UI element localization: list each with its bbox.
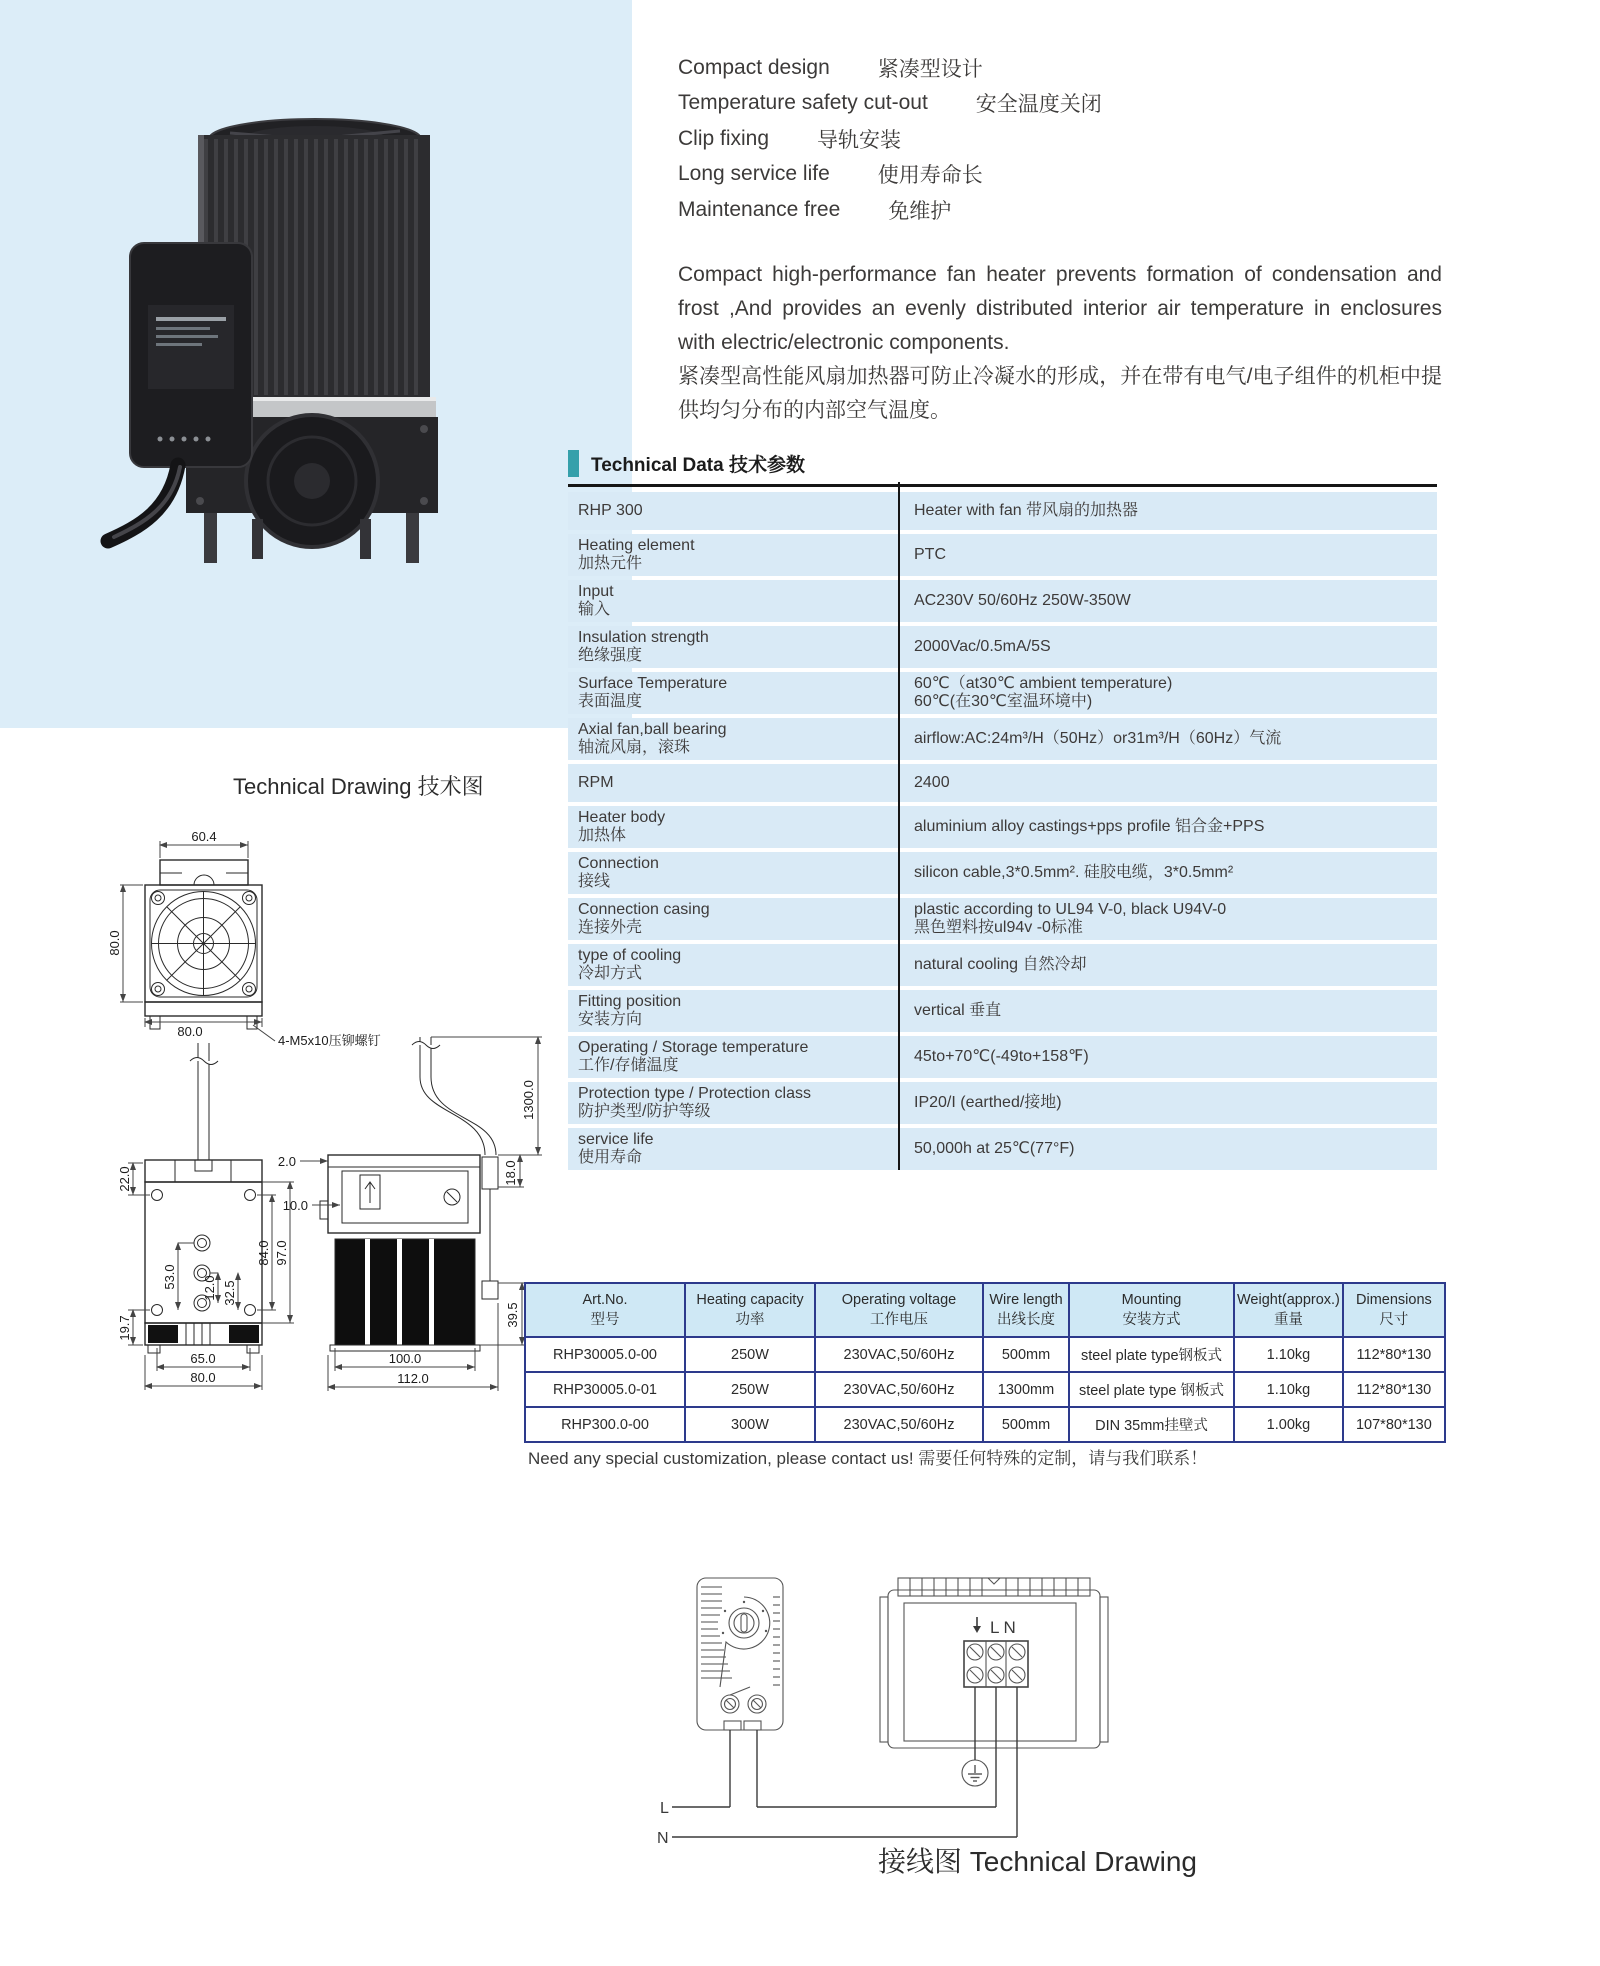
drawing-section-title: Technical Drawing 技术图: [233, 774, 484, 799]
tech-label-zh: 加热体: [578, 827, 627, 844]
tech-label-zh: 加热元件: [578, 555, 643, 572]
technical-drawings: [90, 815, 570, 1475]
feature-en: Long service life: [678, 162, 830, 186]
tech-label-zh: 输入: [578, 601, 611, 618]
dimension-label: 18.0: [503, 1160, 518, 1186]
line-n-label: N: [657, 1830, 669, 1847]
table-cell: DIN 35mm挂壁式: [1069, 1407, 1234, 1442]
tech-label-en: type of cooling: [578, 947, 682, 964]
table-cell: 500mm: [983, 1337, 1069, 1372]
table-cell: 112*80*130: [1343, 1337, 1445, 1372]
dimension-label: 100.0: [388, 1351, 422, 1366]
table-header-row: [525, 1283, 1445, 1337]
column-header: Heating capacity 功率: [685, 1283, 815, 1337]
technical-data-table: [568, 492, 1437, 1170]
table-cell: 250W: [685, 1337, 815, 1372]
column-header: Weight(approx.) 重量: [1234, 1283, 1343, 1337]
dimension-label: 1300.0: [521, 1080, 536, 1120]
feature-item: [678, 86, 1102, 122]
tech-data-title: Technical Data 技术参数: [591, 455, 805, 476]
table-row: [568, 718, 1437, 760]
description-en: Compact high-performance fan heater prevents formation of condensation and frost ,And provides an evenly distributed interior air temperature in enclosures with electric/electronic components.: [678, 263, 1442, 354]
tech-value: 50,000h at 25℃(77°F): [914, 1140, 1075, 1157]
table-cell: 112*80*130: [1343, 1372, 1445, 1407]
table-cell: 500mm: [983, 1407, 1069, 1442]
tech-value: silicon cable,3*0.5mm². 硅胶电缆，3*0.5mm²: [914, 864, 1234, 881]
dimension-label: 80.0: [107, 930, 122, 956]
product-photo-panel: [0, 0, 632, 728]
tech-value: AC230V 50/60Hz 250W-350W: [914, 592, 1131, 609]
front-view-drawing: [107, 829, 381, 1048]
feature-item: [678, 121, 1102, 157]
table-column-divider: [898, 482, 900, 1170]
table-row: [568, 1082, 1437, 1124]
dimension-label: 32.5: [222, 1280, 237, 1306]
tech-label-en: Heater body: [578, 809, 666, 826]
dimension-label: 80.0: [190, 1370, 216, 1385]
dimension-label: 97.0: [274, 1240, 289, 1266]
table-cell: 1300mm: [983, 1372, 1069, 1407]
cable-drawing: [190, 1043, 218, 1160]
tech-label-en: Operating / Storage temperature: [578, 1039, 809, 1056]
wiring-caption: 接线图 Technical Drawing: [878, 1846, 1197, 1877]
dimension-label: 4-M5x10压铆螺钉: [278, 1033, 381, 1048]
table-row: [568, 852, 1437, 894]
feature-zh: 免维护: [888, 199, 952, 223]
table-row: [568, 806, 1437, 848]
tech-label-zh: 连接外壳: [578, 919, 643, 936]
table-cell: 1.10kg: [1234, 1372, 1343, 1407]
dimension-label: 60.4: [191, 829, 217, 844]
table-cell: 1.00kg: [1234, 1407, 1343, 1442]
feature-en: Clip fixing: [678, 126, 770, 150]
column-header: Art.No. 型号: [525, 1283, 685, 1337]
feature-item: [678, 157, 1102, 193]
tech-label-en: Connection casing: [578, 901, 710, 918]
column-header: Wire length 出线长度: [983, 1283, 1069, 1337]
table-cell: 1.10kg: [1234, 1337, 1343, 1372]
terminal-label: L N: [990, 1618, 1016, 1637]
dimension-label: 80.0: [177, 1024, 203, 1039]
feature-item: [678, 192, 1102, 228]
tech-label-en: Protection type / Protection class: [578, 1085, 811, 1102]
tech-label-en: Input: [578, 583, 614, 600]
back-view-drawing: [117, 1160, 294, 1390]
tech-value: 60℃（at30℃ ambient temperature): [914, 675, 1173, 692]
table-row: [568, 990, 1437, 1032]
tech-label-zh: 安装方向: [578, 1011, 643, 1028]
table-row: [568, 764, 1437, 802]
feature-en: Maintenance free: [678, 197, 841, 221]
feature-zh: 使用寿命长: [877, 164, 983, 188]
tech-value: Heater with fan 带风扇的加热器: [914, 502, 1139, 519]
feature-zh: 安全温度关闭: [975, 93, 1102, 117]
tech-label-en: Axial fan,ball bearing: [578, 721, 727, 738]
tech-label-zh: 表面温度: [578, 693, 643, 710]
column-header: Operating voltage 工作电压: [815, 1283, 983, 1337]
tech-value: PTC: [914, 546, 946, 563]
column-header: Dimensions 尺寸: [1343, 1283, 1445, 1337]
feature-zh: 紧凑型设计: [877, 57, 983, 81]
table-cell: 230VAC,50/60Hz: [815, 1407, 983, 1442]
table-cell: RHP30005.0-00: [525, 1337, 685, 1372]
table-row: [525, 1337, 1445, 1372]
table-row: [525, 1372, 1445, 1407]
dimension-label: 53.0: [162, 1264, 177, 1290]
tech-label-en: Surface Temperature: [578, 675, 728, 692]
tech-value: 45to+70℃(-49to+158℉): [914, 1048, 1089, 1065]
table-cell: 250W: [685, 1372, 815, 1407]
dimension-label: 22.0: [117, 1166, 132, 1192]
tech-label-en: RPM: [578, 774, 614, 791]
tech-value: aluminium alloy castings+pps profile 铝合金+PPS: [914, 818, 1265, 835]
feature-zh: 导轨安装: [817, 128, 902, 152]
table-cell: 107*80*130: [1343, 1407, 1445, 1442]
tech-label-en: service life: [578, 1131, 654, 1148]
column-header: Mounting 安装方式: [1069, 1283, 1234, 1337]
earth-icon: [973, 1617, 981, 1633]
dimension-label: 112.0: [397, 1371, 429, 1386]
dimension-label: 19.7: [117, 1315, 132, 1341]
table-row: [568, 1036, 1437, 1078]
tech-value: airflow:AC:24m³/H（50Hz）or31m³/H（60Hz）气流: [914, 730, 1282, 747]
table-cell: 230VAC,50/60Hz: [815, 1337, 983, 1372]
table-row: [568, 492, 1437, 530]
feature-en: Compact design: [678, 55, 830, 79]
customization-note: Need any special customization, please contact us! 需要任何特殊的定制，请与我们联系！: [528, 1449, 1208, 1468]
tech-value: vertical 垂直: [914, 1002, 1002, 1019]
tech-label-zh: 防护类型/防护等级: [578, 1103, 711, 1120]
table-row: [568, 626, 1437, 668]
tech-label-en: Fitting position: [578, 993, 682, 1010]
tech-value-line2: 60℃(在30℃室温环境中): [914, 693, 1093, 710]
product-variants-table: [524, 1282, 1446, 1443]
description-zh: 紧凑型高性能风扇加热器可防止冷凝水的形成，并在带有电气/电子组件的机柜中提供均匀分布的内部空气温度。: [678, 365, 1442, 422]
heater-drawing: [880, 1578, 1108, 1786]
tech-label-en: Connection: [578, 855, 659, 872]
tech-value: 2000Vac/0.5mA/5S: [914, 638, 1051, 655]
table-row: [568, 1128, 1437, 1170]
table-cell: 300W: [685, 1407, 815, 1442]
tech-label-en: Heating element: [578, 537, 695, 554]
tech-label-zh: 冷却方式: [578, 965, 643, 982]
tech-label-zh: 使用寿命: [578, 1149, 643, 1166]
dimension-label: 2.0: [277, 1154, 296, 1169]
tech-value-line2: 黑色塑料按ul94v -0标准: [914, 919, 1083, 936]
tech-label-zh: 工作/存储温度: [578, 1057, 679, 1074]
tech-label-zh: 绝缘强度: [578, 647, 643, 664]
tech-value: plastic according to UL94 V-0, black U94V-0: [914, 901, 1227, 918]
wiring-lines: [672, 1687, 1017, 1837]
tech-label-en: RHP 300: [578, 502, 643, 519]
dimension-label: 65.0: [190, 1351, 216, 1366]
tech-value: IP20/I (earthed/接地): [914, 1094, 1062, 1111]
line-l-label: L: [660, 1800, 669, 1817]
tech-value: natural cooling 自然冷却: [914, 956, 1087, 973]
feature-item: [678, 50, 1102, 86]
table-cell: RHP30005.0-01: [525, 1372, 685, 1407]
feature-list: [678, 50, 1102, 228]
dimension-label: 39.5: [505, 1302, 520, 1328]
table-row: [568, 672, 1437, 714]
accent-bar-icon: [568, 450, 579, 477]
tech-data-header: [568, 450, 1437, 487]
table-cell: steel plate type 钢板式: [1069, 1372, 1234, 1407]
table-cell: RHP300.0-00: [525, 1407, 685, 1442]
wiring-diagram: [640, 1545, 1200, 1865]
table-row: [568, 898, 1437, 940]
table-cell: 230VAC,50/60Hz: [815, 1372, 983, 1407]
table-row: [568, 580, 1437, 622]
table-row: [525, 1407, 1445, 1442]
product-photo: [100, 95, 520, 585]
side-view-drawing: [278, 1037, 542, 1391]
dimension-label: 10.0: [282, 1198, 308, 1213]
dimension-label: 12.0: [202, 1275, 217, 1301]
tech-value: 2400: [914, 774, 950, 791]
table-row: [568, 534, 1437, 576]
thermostat-drawing: [697, 1578, 783, 1730]
tech-label-en: Insulation strength: [578, 629, 709, 646]
dimension-label: 84.0: [256, 1240, 271, 1266]
tech-label-zh: 接线: [578, 873, 611, 890]
feature-en: Temperature safety cut-out: [678, 91, 928, 115]
product-description: [678, 258, 1442, 428]
table-row: [568, 944, 1437, 986]
table-cell: steel plate type钢板式: [1069, 1337, 1234, 1372]
tech-label-zh: 轴流风扇，滚珠: [578, 739, 691, 756]
